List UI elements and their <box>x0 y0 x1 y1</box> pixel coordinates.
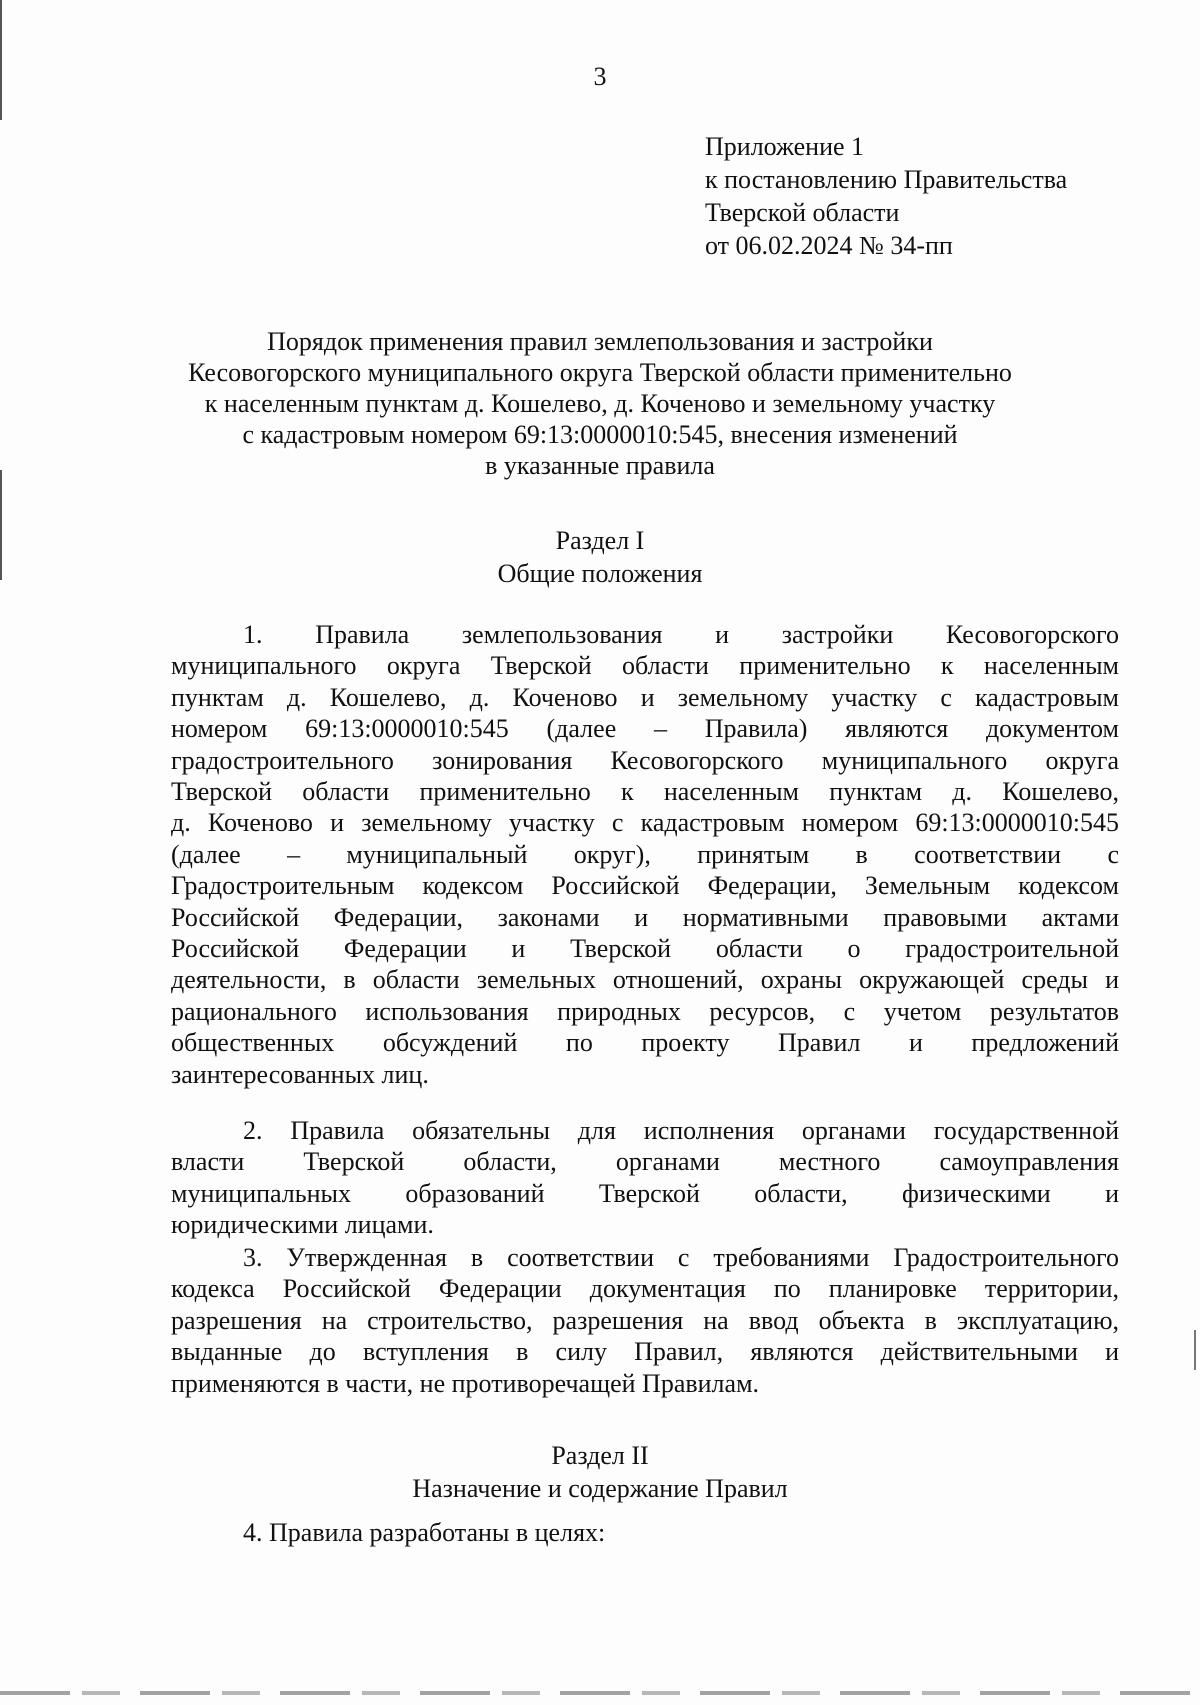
text-line: пунктам д. Кошелево, д. Коченово и земельному участку с кадастровым <box>171 682 1119 712</box>
text-line: Российской Федерации и Тверской области о градостроительной <box>171 934 1119 964</box>
paragraph-2 <box>171 1115 1119 1241</box>
text-line: применяются в части, не противоречащей Правилам. <box>171 1368 760 1398</box>
appendix-header <box>705 130 1067 262</box>
section-heading <box>150 524 1050 590</box>
appendix-line: Тверской области <box>705 198 900 227</box>
title-line: с кадастровым номером 69:13:0000010:545, внесения изменений <box>242 420 958 449</box>
text-line: деятельности, в области земельных отношений, охраны окружающей среды и <box>171 965 1119 995</box>
text-line: Тверской области применительно к населенным пунктам д. Кошелево, <box>171 777 1119 807</box>
scan-bottom-edge <box>0 1691 1200 1695</box>
text-line: выданные до вступления в силу Правил, являются действительными и <box>171 1337 1119 1367</box>
text-line: власти Тверской области, органами местного самоуправления <box>171 1147 1119 1177</box>
text-line: 2. Правила обязательны для исполнения органами государственной <box>243 1116 1119 1145</box>
text-line: градостроительного зонирования Кесовогорского муниципального округа <box>171 745 1119 775</box>
title-line: в указанные правила <box>485 451 715 480</box>
section-name: Назначение и содержание Правил <box>412 1474 788 1503</box>
text-line: рационального использования природных ресурсов, с учетом результатов <box>171 996 1119 1026</box>
text-line: Градостроительным кодексом Российской Федерации, Земельным кодексом <box>171 871 1119 901</box>
text-line: разрешения на строительство, разрешения на ввод объекта в эксплуатацию, <box>171 1305 1119 1335</box>
text-line: Российской Федерации, законами и нормативными правовыми актами <box>171 902 1119 932</box>
text-line: муниципальных образований Тверской области, физическими и <box>171 1178 1119 1208</box>
title-line: Кесовогорского муниципального округа Тверской области применительно <box>188 358 1012 387</box>
appendix-line: Приложение 1 <box>705 132 865 161</box>
text-line: д. Коченово и земельному участку с кадастровым номером 69:13:0000010:545 <box>171 808 1119 838</box>
paragraph-1 <box>171 619 1119 1090</box>
text-line: 1. Правила землепользования и застройки Кесовогорского <box>243 620 1119 649</box>
scan-edge-mark <box>1194 1330 1196 1370</box>
scan-edge-mark <box>0 470 2 580</box>
text-line: муниципального округа Тверской области применительно к населенным <box>171 651 1119 681</box>
section-number: Раздел II <box>551 1441 649 1470</box>
title-line: Порядок применения правил землепользования и застройки <box>267 327 933 356</box>
text-line: заинтересованных лиц. <box>171 1059 429 1089</box>
text-line: общественных обсуждений по проекту Правил и предложений <box>171 1028 1119 1058</box>
section-heading <box>150 1439 1050 1505</box>
text-line: (далее – муниципальный округ), принятым в соответствии с <box>171 839 1119 869</box>
appendix-line: от 06.02.2024 № 34-пп <box>705 231 953 260</box>
text-line: юридическими лицами. <box>171 1210 434 1240</box>
title-line: к населенным пунктам д. Кошелево, д. Коченово и земельному участку <box>204 389 996 418</box>
paragraph-4-start: 4. Правила разработаны в целях: <box>243 1518 606 1547</box>
text-line: номером 69:13:0000010:545 (далее – Правила) являются документом <box>171 714 1119 744</box>
text-line: 3. Утвержденная в соответствии с требованиями Градостроительного <box>243 1243 1119 1272</box>
scan-edge-mark <box>0 0 2 120</box>
page-number: 3 <box>593 62 607 91</box>
document-title <box>150 326 1050 481</box>
section-number: Раздел I <box>555 526 645 555</box>
appendix-line: к постановлению Правительства <box>705 165 1068 194</box>
section-name: Общие положения <box>497 559 703 588</box>
paragraph-3 <box>171 1242 1119 1399</box>
text-line: кодекса Российской Федерации документация по планировке территории, <box>171 1274 1119 1304</box>
